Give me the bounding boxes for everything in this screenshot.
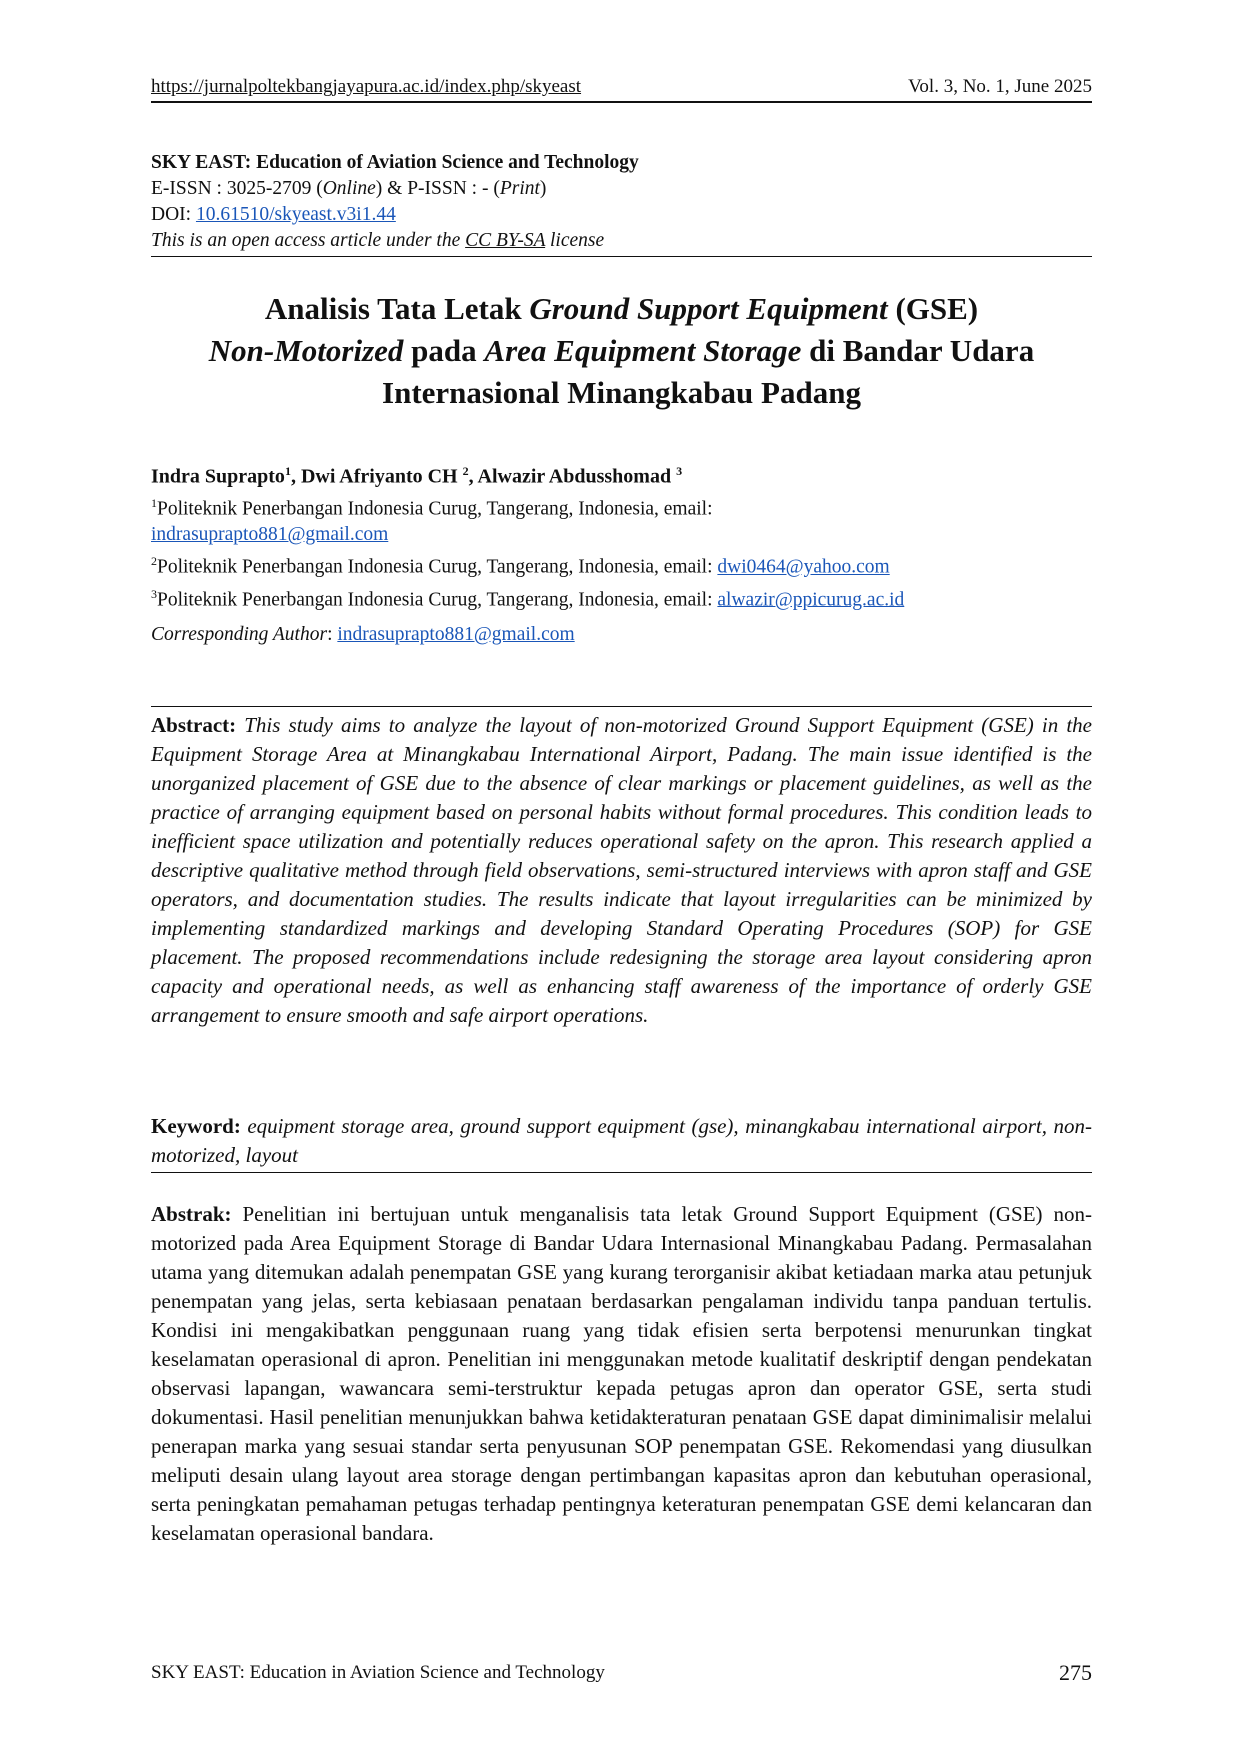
affiliation-1: $^1$Politeknik Penerbangan Indonesia Curug, Tangerang, Indonesia, email:: [151, 495, 713, 520]
corresponding-email-link[interactable]: indrasuprapto881@gmail.com: [337, 624, 575, 645]
email-link-2[interactable]: dwi0464@yahoo.com: [717, 556, 890, 578]
keywords-text: equipment storage area, ground support equipment (gse), minangkabau international airport, non-motorized, layout: [151, 1114, 1092, 1167]
corresponding-author: Corresponding Author: indrasuprapto881@gmail.com: [151, 624, 575, 645]
email-link-3[interactable]: alwazir@ppicurug.ac.id: [717, 589, 905, 611]
affiliation-2: $^2$Politeknik Penerbangan Indonesia Curug, Tangerang, Indonesia, email: dwi0464@yahoo.com: [151, 554, 890, 578]
issn-line: E-ISSN : 3025-2709 (Online) & P-ISSN : - (Print): [151, 178, 547, 199]
page-footer: [151, 1660, 1092, 1686]
journal-info: [151, 150, 1092, 257]
abstract-english: [151, 706, 1092, 1030]
abstract-indonesian: [151, 1200, 1092, 1548]
footer-journal-name: SKY EAST: Education in Aviation Science and Technology: [151, 1662, 605, 1683]
keywords-label: Keyword:: [151, 1114, 241, 1138]
volume-info: Vol. 3, No. 1, June 2025: [908, 76, 1092, 97]
keywords: [151, 1112, 1092, 1173]
license-line: This is an open access article under the CC BY-SA license: [151, 230, 605, 251]
paper-title: Analisis Tata Letak Ground Support Equipment (GSE) Non-Motorized pada Area Equipment Storage di Bandar Udara Internasional Minangkabau Padang: [208, 291, 1035, 410]
authors-block: [151, 458, 1092, 613]
doi-line: DOI: 10.61510/skyeast.v3i1.44: [151, 204, 396, 225]
abstrak-label: Abstrak:: [151, 1202, 232, 1226]
page-number: 275: [1059, 1660, 1092, 1685]
affiliation-3: $^3$Politeknik Penerbangan Indonesia Curug, Tangerang, Indonesia, email: alwazir@ppicurug.ac.id: [151, 586, 905, 611]
journal-name: SKY EAST: Education of Aviation Science and Technology: [151, 152, 639, 173]
doi-link[interactable]: 10.61510/skyeast.v3i1.44: [195, 204, 396, 225]
running-header: [151, 76, 1092, 103]
email-link-1[interactable]: indrasuprapto881@gmail.com: [151, 524, 389, 546]
abstrak-text: Penelitian ini bertujuan untuk menganalisis tata letak Ground Support Equipment (GSE) non-motorized pada Area Equipment Storage di Bandar Udara Internasional Minangkabau Padang. Permasalahan utama yang ditemukan adalah penempatan GSE yang kurang terorganisir akibat ketiadaan marka atau petunjuk penempatan yang jelas, serta kebiasaan penataan berdasarkan pengalaman individu tanpa panduan tertulis. Kondisi ini mengakibatkan penggunaan ruang yang tidak efisien serta berpotensi menurunkan tingkat keselamatan operasional di apron. Penelitian ini menggunakan metode kualitatif deskriptif dengan pendekatan observasi lapangan, wawancara semi-terstruktur kepada petugas apron dan operator GSE, serta studi dokumentasi. Hasil penelitian menunjukkan bahwa ketidakteraturan penataan GSE dapat diminimalisir melalui penerapan marka yang sesuai standar serta penyusunan SOP penempatan GSE. Rekomendasi yang diusulkan meliputi desain ulang layout area storage dengan pertimbangan kapasitas apron dan kebutuhan operasional, serta peningkatan pemahaman petugas terhadap pentingnya keteraturan penempatan GSE demi kelancaran dan keselamatan operasional bandara.: [151, 1202, 1092, 1545]
license-link[interactable]: CC BY-SA: [465, 230, 546, 251]
author-names: Indra Suprapto$^1$, Dwi Afriyanto CH $^2$, Alwazir Abdusshomad $^3$: [151, 464, 683, 488]
journal-url-link[interactable]: https://jurnalpoltekbangjayapura.ac.id/index.php/skyeast: [151, 76, 582, 97]
abstract-text: This study aims to analyze the layout of non-motorized Ground Support Equipment (GSE) in the Equipment Storage Area at Minangkabau International Airport, Padang. The main issue identified is the unorganized placement of GSE due to the absence of clear markings or placement guidelines, as well as the practice of arranging equipment based on personal habits without formal procedures. This condition leads to inefficient space utilization and potentially reduces operational safety on the apron. This research applied a descriptive qualitative method through field observations, semi-structured interviews with apron staff and GSE operators, and documentation studies. The results indicate that layout irregularities can be minimized by implementing standardized markings and developing Standard Operating Procedures (SOP) for GSE placement. The proposed recommendations include redesigning the storage area layout considering apron capacity and operational needs, as well as enhancing staff awareness of the importance of orderly GSE arrangement to ensure smooth and safe airport operations.: [151, 713, 1092, 1027]
abstract-label: Abstract:: [151, 713, 237, 737]
